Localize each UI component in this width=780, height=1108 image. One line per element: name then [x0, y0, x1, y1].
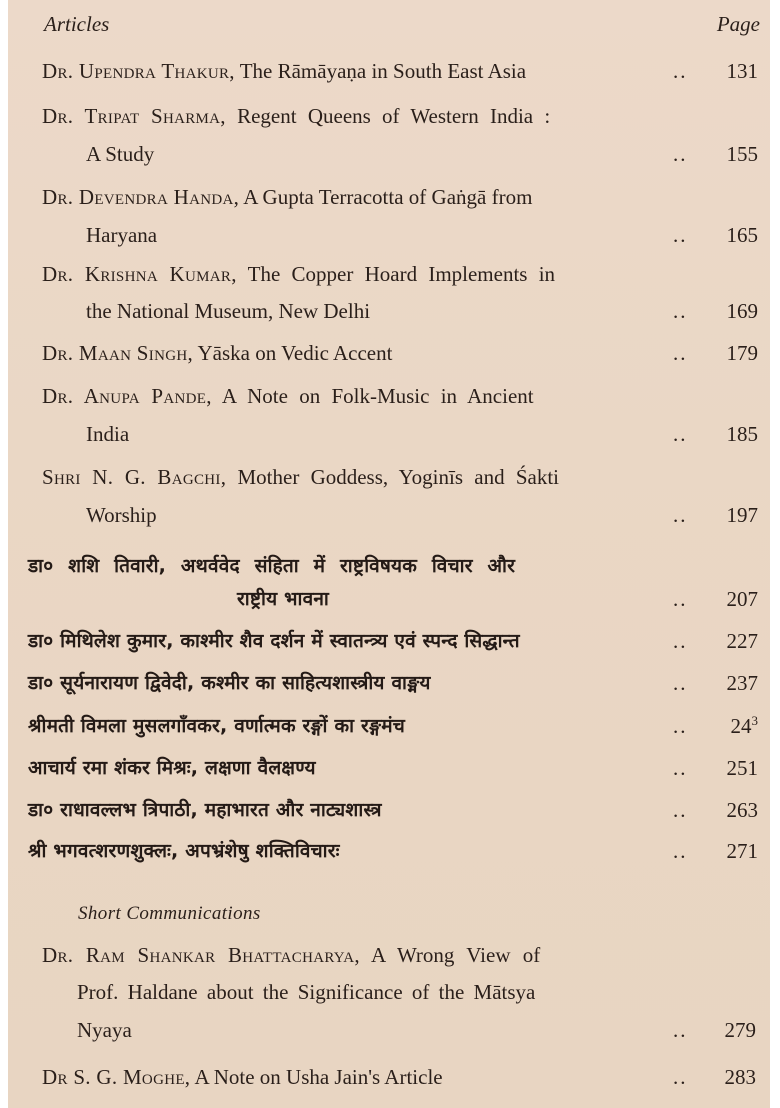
toc-entry: [8, 56, 770, 86]
entry-title: A Note on Folk-Music in Ancient: [211, 384, 534, 408]
toc-entry-continuation: [8, 977, 770, 1007]
entry-title: The Copper Hoard Implements in: [236, 262, 556, 286]
entry-text: डा० मिथिलेश कुमार, काश्मीर शैव दर्शन में स्वातन्त्र्य एवं स्पन्द सिद्धान्त: [28, 630, 520, 652]
entry-page: 169: [726, 299, 758, 323]
toc-entry-hindi: [8, 551, 770, 581]
entry-text: श्री भगवत्शरणशुक्लः, अपभ्रंशेषु शक्तिविचारः: [28, 840, 340, 862]
section-label-short-communications: Short Communications: [78, 903, 261, 924]
toc-entry-continuation: [8, 139, 770, 169]
entry-author: Dr. Upendra Thakur,: [42, 59, 235, 83]
entry-page: 227: [726, 629, 758, 653]
leader-dots: ..: [673, 671, 688, 695]
toc-entry-hindi: [8, 753, 770, 783]
toc-entry-hindi: [8, 626, 770, 656]
toc-entry: [8, 940, 770, 970]
leader-dots: ..: [673, 1065, 688, 1089]
toc-entry-hindi: [8, 795, 770, 825]
toc-entry-continuation: [8, 500, 770, 530]
entry-page: 263: [726, 798, 758, 822]
leader-dots: ..: [673, 714, 688, 738]
entry-author: Dr. Ram Shankar Bhattacharya,: [42, 943, 360, 967]
leader-dots: ..: [673, 223, 688, 247]
entry-page: $24^3$: [730, 713, 758, 738]
entry-title: Regent Queens of Western India :: [225, 104, 551, 128]
entry-title: Haryana: [86, 223, 158, 247]
toc-entry-continuation: [8, 1015, 770, 1045]
entry-page: 155: [726, 142, 758, 166]
toc-entry-hindi: [8, 711, 770, 741]
entry-title: India: [86, 422, 130, 446]
entry-page: 279: [724, 1018, 756, 1042]
entry-page: 271: [726, 839, 758, 863]
leader-dots: ..: [673, 1018, 688, 1042]
leader-dots: ..: [673, 142, 688, 166]
entry-text: डा० सूर्यनारायण द्विवेदी, कश्मीर का साहित्यशास्त्रीय वाङ्मय: [28, 672, 431, 694]
entry-title: Yāska on Vedic Accent: [193, 341, 393, 365]
toc-entry-continuation: [8, 419, 770, 449]
entry-page: 207: [726, 587, 758, 611]
leader-dots: ..: [673, 798, 688, 822]
entry-title: the National Museum, New Delhi: [86, 299, 371, 323]
entry-title: Worship: [86, 503, 157, 527]
toc-entry: [8, 1062, 770, 1092]
toc-entry-hindi: [8, 836, 770, 866]
leader-dots: ..: [673, 587, 688, 611]
entry-title: A Study: [86, 142, 155, 166]
leader-dots: ..: [673, 341, 688, 365]
entry-title: Mother Goddess, Yoginīs and Śakti: [226, 465, 560, 489]
entry-author: Dr. Devendra Handa,: [42, 185, 240, 209]
entry-title: A Wrong View of: [359, 943, 541, 967]
section-heading: [8, 899, 770, 929]
entry-title: Nyaya: [77, 1018, 132, 1042]
entry-page: 179: [726, 341, 758, 365]
leader-dots: ..: [673, 629, 688, 653]
leader-dots: ..: [673, 59, 688, 83]
page-column-label: Page: [716, 12, 760, 36]
entry-page: 197: [726, 503, 758, 527]
toc-entry: [8, 462, 770, 492]
section-label-articles: Articles: [44, 12, 110, 36]
toc-entry: [8, 259, 770, 289]
entry-author: Dr S. G. Moghe,: [42, 1065, 191, 1089]
toc-entry-hindi: [8, 668, 770, 698]
entry-author: Dr. Anupa Pande,: [42, 384, 212, 408]
toc-entry-continuation: [8, 220, 770, 250]
entry-page: 283: [724, 1065, 756, 1089]
entry-text: आचार्य रमा शंकर मिश्रः, लक्षणा वैलक्षण्य: [28, 757, 316, 779]
leader-dots: ..: [673, 422, 688, 446]
toc-header: [8, 9, 770, 39]
toc-entry: [8, 381, 770, 411]
leader-dots: ..: [673, 756, 688, 780]
leader-dots: ..: [673, 503, 688, 527]
entry-title: The Rāmāyaṇa in South East Asia: [234, 59, 527, 83]
entry-page: 251: [726, 756, 758, 780]
entry-author: Dr. Krishna Kumar,: [42, 262, 237, 286]
entry-text: डा० राधावल्लभ त्रिपाठी, महाभारत और नाट्यशास्त्र: [28, 799, 382, 821]
entry-author: Shri N. G. Bagchi,: [42, 465, 227, 489]
entry-title: A Note on Usha Jain's Article: [190, 1065, 443, 1089]
entry-text: डा० शशि तिवारी, अथर्ववेद संहिता में राष्ट्रविषयक विचार और: [28, 555, 516, 577]
toc-entry: [8, 338, 770, 368]
entry-page: 237: [726, 671, 758, 695]
toc-entry-continuation: [8, 296, 770, 326]
entry-title: A Gupta Terracotta of Gaṅgā from: [239, 185, 533, 209]
toc-entry: [8, 182, 770, 212]
entry-title: Prof. Haldane about the Significance of the Mātsya: [77, 980, 536, 1004]
entry-author: Dr. Maan Singh,: [42, 341, 194, 365]
entry-page: 185: [726, 422, 758, 446]
toc-entry-continuation: [8, 584, 770, 614]
leader-dots: ..: [673, 299, 688, 323]
entry-text: राष्ट्रीय भावना: [237, 588, 330, 610]
entry-page: 165: [726, 223, 758, 247]
entry-page: 131: [726, 59, 758, 83]
toc-page: [8, 0, 770, 1108]
entry-text: श्रीमती विमला मुसलगाँवकर, वर्णात्मक रङ्गों का रङ्गमंच: [28, 715, 406, 737]
leader-dots: ..: [673, 839, 688, 863]
toc-entry: [8, 101, 770, 131]
entry-author: Dr. Tripat Sharma,: [42, 104, 226, 128]
